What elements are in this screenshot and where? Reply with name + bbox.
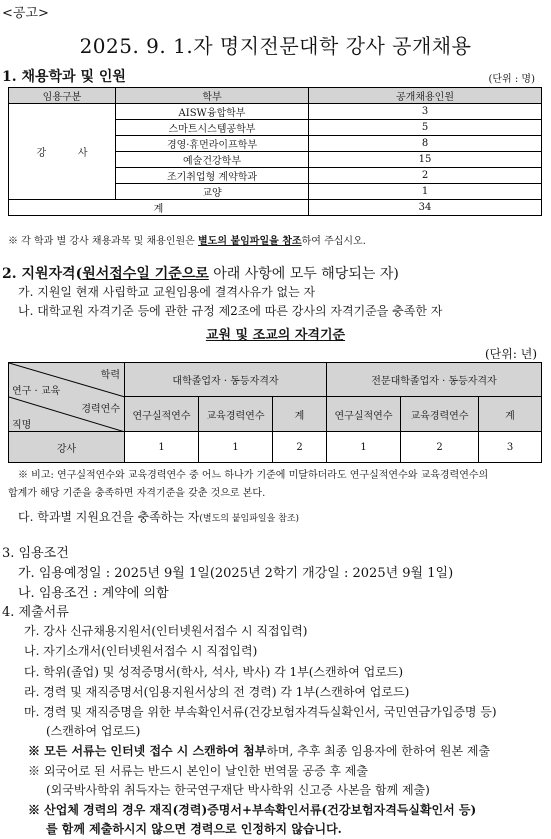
doc-item: 마. 경력 및 재직증명을 위한 부속확인서류(건강보험자격득실확인서, 국민연금가입증명 등) (24, 705, 497, 719)
diag-exp-label: 경력연수 (81, 404, 120, 415)
section3-item-ga: 가. 임용예정일 : 2025년 9월 1일(2025년 2학기 개강일 : 2025년 9월 1일) (18, 566, 454, 581)
diagonal-header-cell (9, 363, 125, 432)
value-cell: 2 (273, 432, 327, 463)
diag-pos-label: 직명 (12, 420, 32, 431)
section2-note-line1: ※ 비고: 연구실적연수와 교육경력연수 중 어느 하나가 기준에 미달하더라도 연구실적연수와 교육경력연수의 (18, 470, 489, 481)
section3-item-na: 나. 임용조건 : 계약에 의함 (18, 586, 169, 601)
value-cell: 1 (125, 432, 199, 463)
col-header-category: 임용구분 (9, 88, 116, 104)
section2-item-na: 나. 대학교원 자격기준 등에 관한 규정 제2조에 따른 강사의 자격기준을 충족한 자 (18, 304, 443, 318)
diag-mid-label: 연구 · 교육 (12, 386, 61, 397)
value-cell: 2 (401, 432, 479, 463)
doc-item: 라. 경력 및 재직증명서(임용지원서상의 전 경력) 각 1부(스캔하여 업로드) (24, 685, 410, 699)
total-label: 계 (9, 200, 309, 216)
subcol-teaching-1: 교육경력연수 (199, 397, 273, 432)
section2-item-ga: 가. 지원일 현재 사립학교 교원임용에 결격사유가 없는 자 (18, 285, 316, 299)
section4-note3-line2: 를 함께 제출하시지 않으면 경력으로 인정하지 않습니다. (46, 822, 342, 836)
doc-item: 나. 자기소개서(인터넷원서접수 시 직접입력) (24, 644, 258, 658)
section2-heading: 2. 지원자격(원서접수일 기준으로 아래 사항에 모두 해당되는 자) (2, 266, 399, 282)
section1-heading: 1. 채용학과 및 인원 (2, 69, 126, 85)
count-cell: 1 (309, 184, 542, 200)
section3-heading: 3. 임용조건 (2, 546, 69, 561)
row-label-lecturer: 강사 (9, 432, 125, 463)
section2-note-line2: 합계가 해당 기준을 충족하면 자격기준을 갖춘 것으로 본다. (8, 488, 266, 499)
count-cell: 3 (309, 104, 542, 120)
count-cell: 5 (309, 120, 542, 136)
doc-item-continued: (스캔하여 업로드) (46, 724, 141, 738)
dept-cell: 교양 (116, 184, 309, 200)
value-cell: 3 (479, 432, 542, 463)
page-title: 2025. 9. 1.자 명지전문대학 강사 공개채용 (79, 34, 472, 58)
col-header-count: 공개채용인원 (309, 88, 542, 104)
notice-label: <공고> (2, 6, 49, 21)
section2-item-da: 다. 학과별 지원요건을 충족하는 자(별도의 붙임파일을 참조) (18, 510, 300, 524)
col-header-dept: 학부 (116, 88, 309, 104)
count-cell: 2 (309, 168, 542, 184)
section4-heading: 4. 제출서류 (2, 605, 69, 620)
attachment-reference: 별도의 붙임파일을 참조 (198, 236, 302, 247)
value-cell: 1 (327, 432, 401, 463)
value-cell: 1 (199, 432, 273, 463)
dept-cell: 경영·휴먼라이프학부 (116, 136, 309, 152)
section1-note: ※ 각 학과 별 강사 채용과목 및 채용인원은 별도의 붙임파일을 참조하여 주십시오. (8, 236, 366, 247)
subcol-research-1: 연구실적연수 (125, 397, 199, 432)
subcol-sum-2: 계 (479, 397, 542, 432)
dept-cell: 예술건강학부 (116, 152, 309, 168)
section2-unit: (단위: 년) (485, 347, 537, 361)
section4-note2-line2: (외국박사학위 취득자는 한국연구재단 박사학위 신고증 사본을 함께 제출) (46, 783, 430, 797)
subcol-teaching-2: 교육경력연수 (401, 397, 479, 432)
diag-top-label: 학력 (100, 370, 120, 381)
recruitment-table (8, 87, 542, 216)
doc-item: 가. 강사 신규채용지원서(인터넷원서접수 시 직접입력) (24, 624, 308, 638)
subcol-research-2: 연구실적연수 (327, 397, 401, 432)
section1-unit: (단위 : 명) (488, 74, 535, 85)
group-header-college: 전문대학졸업자 · 동등자격자 (327, 363, 542, 397)
section4-note2-line1: ※ 외국어로 된 서류는 반드시 본인이 날인한 번역물 공증 후 제출 (28, 764, 368, 778)
count-cell: 8 (309, 136, 542, 152)
dept-cell: 스마트시스템공학부 (116, 120, 309, 136)
qualification-subtitle: 교원 및 조교의 자격기준 (205, 328, 346, 343)
dept-cell: 조기취업형 계약학과 (116, 168, 309, 184)
doc-item: 다. 학위(졸업) 및 성적증명서(학사, 석사, 박사) 각 1부(스캔하여 업로드) (24, 665, 404, 679)
dept-cell: AISW융합학부 (116, 104, 309, 120)
subcol-sum-1: 계 (273, 397, 327, 432)
group-header-university: 대학졸업자 · 동등자격자 (125, 363, 327, 397)
section4-note1: ※ 모든 서류는 인터넷 접수 시 스캔하여 첨부하며, 추후 최종 임용자에 한하여 원본 제출 (28, 744, 491, 758)
total-value: 34 (309, 200, 542, 216)
qualification-table (8, 362, 542, 463)
count-cell: 15 (309, 152, 542, 168)
section4-note3-line1: ※ 산업체 경력의 경우 재직(경력)증명서+부속확인서류(건강보험자격득실확인서 등) (28, 803, 477, 817)
category-cell: 강 사 (9, 104, 116, 200)
